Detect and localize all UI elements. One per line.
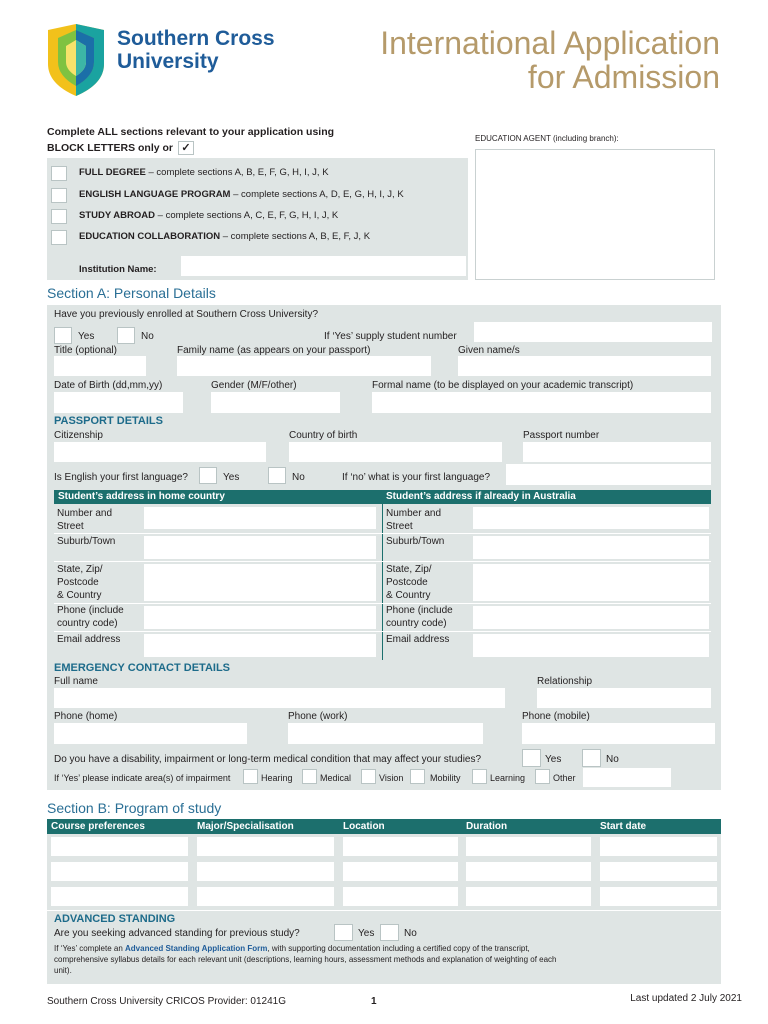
- duration-input[interactable]: [466, 837, 591, 856]
- education-agent-field[interactable]: [475, 149, 715, 280]
- start-date-input[interactable]: [600, 862, 717, 881]
- passport-number-label: Passport number: [523, 430, 600, 441]
- option-full-degree[interactable]: [50, 165, 460, 183]
- english-first-question: Is English your first language?: [54, 472, 188, 483]
- form-title-line2: for Admission: [527, 59, 720, 95]
- major-input[interactable]: [197, 887, 334, 906]
- option-checkbox[interactable]: [51, 188, 67, 203]
- home-state-input[interactable]: [144, 564, 376, 601]
- impairment-medical-checkbox[interactable]: [302, 769, 317, 784]
- advanced-standing-form-link[interactable]: Advanced Standing Application Form: [125, 944, 268, 953]
- start-date-input[interactable]: [600, 837, 717, 856]
- start-date-input[interactable]: [600, 887, 717, 906]
- citizenship-label: Citizenship: [54, 430, 103, 441]
- address-row-label: Suburb/Town: [386, 536, 445, 547]
- impairment-other-label: Other: [553, 773, 576, 783]
- phone-work-input[interactable]: [288, 723, 483, 744]
- option-english-language[interactable]: [50, 187, 460, 205]
- col-location: Location: [343, 821, 385, 832]
- section-a-title: Section A: Personal Details: [47, 285, 216, 301]
- university-name-line1: Southern Cross: [117, 27, 275, 50]
- address-row: [54, 632, 711, 660]
- impairment-hearing-checkbox[interactable]: [243, 769, 258, 784]
- disability-no-label: No: [606, 754, 619, 765]
- prev-enrolled-yes-label: Yes: [78, 331, 95, 342]
- advanced-no-label: No: [404, 928, 417, 939]
- home-street-input[interactable]: [144, 507, 376, 529]
- emergency-full-name-input[interactable]: [54, 688, 505, 708]
- section-b-title: Section B: Program of study: [47, 800, 222, 816]
- option-label: EDUCATION COLLABORATION – complete sections A, B, E, F, J, K: [79, 231, 371, 242]
- impairment-hearing-label: Hearing: [261, 773, 293, 783]
- impairment-other-input[interactable]: [583, 768, 671, 787]
- advanced-standing-heading: ADVANCED STANDING: [54, 913, 176, 925]
- aus-street-input[interactable]: [473, 507, 709, 529]
- instruction-line2: [47, 141, 194, 155]
- location-input[interactable]: [343, 887, 458, 906]
- impairment-learning-checkbox[interactable]: [472, 769, 487, 784]
- address-row-label: Email address: [386, 634, 450, 645]
- aus-email-input[interactable]: [473, 634, 709, 657]
- option-checkbox[interactable]: [51, 166, 67, 181]
- first-language-input[interactable]: [506, 464, 711, 485]
- disability-no-checkbox[interactable]: [582, 749, 601, 767]
- dob-input[interactable]: [54, 392, 183, 413]
- program-row: [47, 861, 721, 883]
- address-home-header: Student’s address in home country: [58, 491, 225, 502]
- footer-updated: Last updated 2 July 2021: [630, 993, 742, 1004]
- formal-name-label: Formal name (to be displayed on your academic transcript): [372, 380, 634, 391]
- phone-mobile-input[interactable]: [522, 723, 715, 744]
- full-name-label: Full name: [54, 676, 98, 687]
- title-label: Title (optional): [54, 345, 117, 356]
- program-table-header: [47, 819, 721, 834]
- english-first-yes-label: Yes: [223, 472, 240, 483]
- footer-provider: Southern Cross University CRICOS Provider: 01241G: [47, 996, 286, 1007]
- disability-question: Do you have a disability, impairment or long-term medical condition that may affect your studies?: [54, 754, 482, 765]
- prev-enrolled-question: Have you previously enrolled at Southern Cross University?: [54, 309, 319, 320]
- given-names-input[interactable]: [458, 356, 711, 376]
- address-row-label: Phone (include country code): [57, 605, 124, 629]
- citizenship-input[interactable]: [54, 442, 266, 462]
- col-major: Major/Specialisation: [197, 821, 294, 832]
- student-number-input[interactable]: [474, 322, 712, 342]
- option-checkbox[interactable]: [51, 209, 67, 224]
- gender-label: Gender (M/F/other): [211, 380, 297, 391]
- form-title-line1: International Application: [380, 25, 720, 61]
- instruction-line1: Complete ALL sections relevant to your application using: [47, 126, 335, 138]
- course-preference-input[interactable]: [51, 837, 188, 856]
- address-row: [54, 534, 711, 562]
- duration-input[interactable]: [466, 887, 591, 906]
- emergency-contact-heading: EMERGENCY CONTACT DETAILS: [54, 662, 231, 674]
- home-phone-input[interactable]: [144, 606, 376, 629]
- major-input[interactable]: [197, 862, 334, 881]
- institution-name-input[interactable]: [181, 256, 466, 276]
- option-label: STUDY ABROAD – complete sections A, C, E, F, G, H, I, J, K: [79, 210, 339, 221]
- gender-input[interactable]: [211, 392, 340, 413]
- aus-phone-input[interactable]: [473, 606, 709, 629]
- option-education-collaboration[interactable]: [50, 229, 460, 247]
- advanced-no-checkbox[interactable]: [380, 924, 399, 941]
- impairment-mobility-label: Mobility: [430, 773, 461, 783]
- impairment-mobility-checkbox[interactable]: [410, 769, 425, 784]
- address-row: [54, 604, 711, 632]
- emergency-relationship-input[interactable]: [537, 688, 711, 708]
- location-input[interactable]: [343, 837, 458, 856]
- phone-mobile-label: Phone (mobile): [522, 711, 590, 722]
- english-first-no-label: No: [292, 472, 305, 483]
- checkmark-icon: ✓: [178, 141, 194, 155]
- duration-input[interactable]: [466, 862, 591, 881]
- address-row-label: Email address: [57, 634, 121, 645]
- aus-state-input[interactable]: [473, 564, 709, 601]
- passport-details-heading: PASSPORT DETAILS: [54, 415, 163, 427]
- address-row-label: Number and Street: [57, 508, 113, 532]
- address-row: [54, 506, 711, 534]
- course-preference-input[interactable]: [51, 887, 188, 906]
- impairment-vision-checkbox[interactable]: [361, 769, 376, 784]
- university-logo: [46, 24, 106, 96]
- address-row-label: Number and Street: [386, 508, 442, 532]
- home-email-input[interactable]: [144, 634, 376, 657]
- student-number-label: If ‘Yes’ supply student number: [324, 331, 457, 342]
- institution-name-label: Institution Name:: [79, 264, 157, 275]
- address-row-label: Suburb/Town: [57, 536, 116, 547]
- formal-name-input[interactable]: [372, 392, 711, 413]
- disability-yes-label: Yes: [545, 754, 562, 765]
- university-name-line2: University: [117, 50, 219, 73]
- impairment-learning-label: Learning: [490, 773, 526, 783]
- program-row: [47, 886, 721, 908]
- given-names-label: Given name/s: [458, 345, 520, 356]
- col-duration: Duration: [466, 821, 508, 832]
- family-name-label: Family name (as appears on your passport): [177, 345, 371, 356]
- impairment-medical-label: Medical: [320, 773, 352, 783]
- option-label: FULL DEGREE – complete sections A, B, E, F, G, H, I, J, K: [79, 167, 329, 178]
- title-input[interactable]: [54, 356, 146, 376]
- english-first-yes-checkbox[interactable]: [199, 467, 217, 484]
- phone-home-input[interactable]: [54, 723, 247, 744]
- address-row: [54, 562, 711, 604]
- col-course-preferences: Course preferences: [51, 821, 145, 832]
- impairment-vision-label: Vision: [379, 773, 404, 783]
- address-row-label: Phone (include country code): [386, 605, 453, 629]
- advanced-yes-label: Yes: [358, 928, 375, 939]
- impairment-other-checkbox[interactable]: [535, 769, 550, 784]
- option-checkbox[interactable]: [51, 230, 67, 245]
- major-input[interactable]: [197, 837, 334, 856]
- country-of-birth-input[interactable]: [289, 442, 502, 462]
- first-language-label: If ‘no’ what is your first language?: [342, 472, 491, 483]
- disability-yes-checkbox[interactable]: [522, 749, 541, 767]
- dob-label: Date of Birth (dd,mm,yy): [54, 380, 163, 391]
- advanced-yes-checkbox[interactable]: [334, 924, 353, 941]
- address-table-header: [54, 490, 711, 504]
- advanced-standing-question: Are you seeking advanced standing for previous study?: [54, 928, 300, 939]
- family-name-input[interactable]: [177, 356, 431, 376]
- footer-page-number: 1: [371, 996, 377, 1007]
- phone-home-label: Phone (home): [54, 711, 118, 722]
- country-of-birth-label: Country of birth: [289, 430, 358, 441]
- prev-enrolled-no-label: No: [141, 331, 154, 342]
- passport-number-input[interactable]: [523, 442, 711, 462]
- home-suburb-input[interactable]: [144, 536, 376, 559]
- prev-enrolled-no-checkbox[interactable]: [117, 327, 135, 344]
- col-start-date: Start date: [600, 821, 647, 832]
- address-row-label: State, Zip/ Postcode & Country: [57, 564, 103, 601]
- option-label: ENGLISH LANGUAGE PROGRAM – complete sections A, D, E, G, H, I, J, K: [79, 189, 404, 200]
- education-agent-label: EDUCATION AGENT (including branch):: [475, 134, 619, 143]
- phone-work-label: Phone (work): [288, 711, 348, 722]
- prev-enrolled-yes-checkbox[interactable]: [54, 327, 72, 344]
- aus-suburb-input[interactable]: [473, 536, 709, 559]
- logo-shield-icon: [46, 24, 106, 96]
- address-australia-header: Student’s address if already in Australia: [386, 491, 576, 502]
- location-input[interactable]: [343, 862, 458, 881]
- impairment-label: If ‘Yes’ please indicate area(s) of impairment: [54, 773, 231, 783]
- english-first-no-checkbox[interactable]: [268, 467, 286, 484]
- advanced-standing-note: If ‘Yes’ complete an Advanced Standing Application Form, with supporting documentation including a certified copy of the transcript, comprehensive syllabus details for each relevant unit (descriptions, learning hours, assessment methods and explanation of weighting of each unit).: [54, 944, 557, 975]
- relationship-label: Relationship: [537, 676, 593, 687]
- program-row: [47, 836, 721, 858]
- address-row-label: State, Zip/ Postcode & Country: [386, 564, 432, 601]
- instruction-line2-text: BLOCK LETTERS only or: [47, 142, 173, 154]
- option-study-abroad[interactable]: [50, 208, 460, 226]
- course-preference-input[interactable]: [51, 862, 188, 881]
